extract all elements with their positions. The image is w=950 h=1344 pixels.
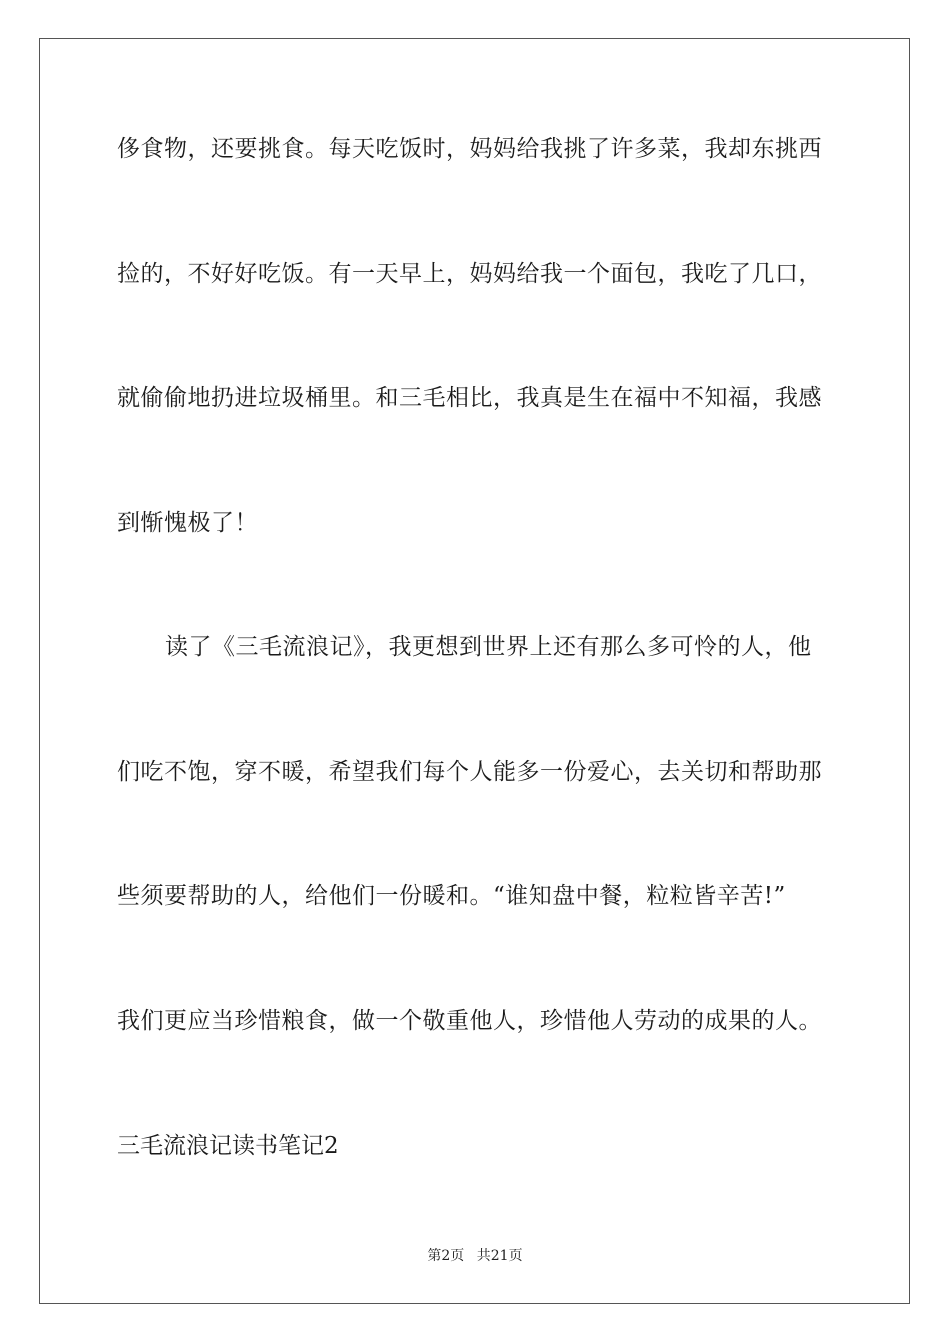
body-text-line: 到惭愧极了！ [117, 510, 258, 536]
body-text-line: 些须要帮助的人，给他们一份暖和。“谁知盘中餐，粒粒皆辛苦!” [117, 883, 786, 909]
page-number: 第2页 [427, 1248, 465, 1264]
page-border [39, 38, 910, 1304]
paragraph-start-line: 读了《三毛流浪记》，我更想到世界上还有那么多可怜的人，他 [165, 634, 812, 660]
body-text-line: 我们更应当珍惜粮食，做一个敬重他人，珍惜他人劳动的成果的人。 [117, 1008, 822, 1034]
body-text-line: 就偷偷地扔进垃圾桶里。和三毛相比，我真是生在福中不知福，我感 [117, 385, 822, 411]
page-footer [0, 1246, 950, 1266]
page-total: 共21页 [476, 1248, 523, 1264]
body-text-line: 捡的，不好好吃饭。有一天早上，妈妈给我一个面包，我吃了几口， [117, 261, 822, 287]
body-text-line: 们吃不饱，穿不暖，希望我们每个人能多一份爱心，去关切和帮助那 [117, 759, 822, 785]
body-text-line: 侈食物，还要挑食。每天吃饭时，妈妈给我挑了许多菜，我却东挑西 [117, 136, 822, 162]
section-heading: 三毛流浪记读书笔记2 [117, 1133, 339, 1159]
